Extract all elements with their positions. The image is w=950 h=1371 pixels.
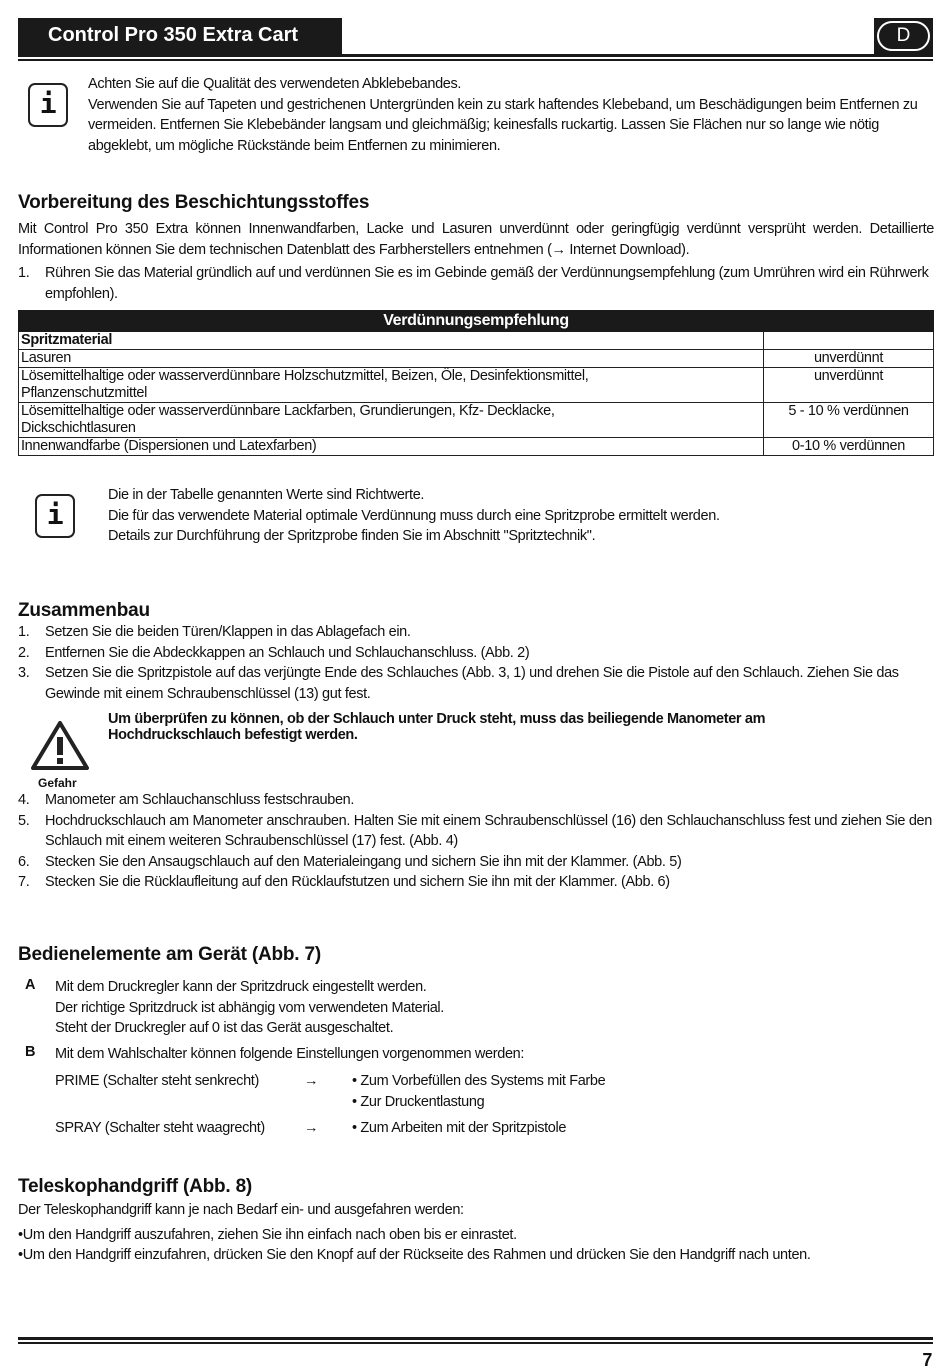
- step-text: Setzen Sie die Spritzpistole auf das verjüngte Ende des Schlauches (Abb. 3, 1) und drehen Sie die Pistole auf den Schlauch. Ziehen Sie das Gewinde mit einem Schraubenschlüssel (13) gut fest.: [45, 665, 899, 702]
- section-heading: Zusammenbau: [18, 600, 150, 621]
- footer-rule: [18, 1337, 933, 1340]
- section-heading: Vorbereitung des Beschichtungsstoffes: [18, 192, 370, 213]
- control-a-description: [55, 977, 444, 1039]
- list-item: [18, 811, 934, 852]
- section-heading: Teleskophandgriff (Abb. 8): [18, 1176, 253, 1197]
- list-item: [18, 790, 934, 811]
- control-label-b: B: [25, 1044, 36, 1060]
- info-icon: i: [28, 83, 68, 127]
- assembly-steps-continued: [18, 790, 934, 893]
- section-preparation: [18, 192, 934, 304]
- value-cell: 5 - 10 % verdünnen: [764, 403, 934, 438]
- document-title: Control Pro 350 Extra Cart: [18, 18, 342, 54]
- prime-items: [352, 1071, 605, 1112]
- step-text: Stecken Sie die Rücklaufleitung auf den Rücklaufstutzen und sichern Sie ihn mit der Klammer. (Abb. 6): [45, 874, 670, 890]
- step-text: Entfernen Sie die Abdeckkappen an Schlauch und Schlauchanschluss. (Abb. 2): [45, 644, 530, 661]
- bullet-text: Um den Handgriff einzufahren, drücken Sie den Knopf auf der Rückseite des Rahmen und drücken Sie den Handgriff nach unten.: [22, 1247, 811, 1263]
- bullet-text: Zum Arbeiten mit der Spritzpistole: [360, 1120, 567, 1136]
- prime-setting: PRIME (Schalter steht senkrecht): [55, 1073, 259, 1089]
- section-telescope: [18, 1176, 934, 1266]
- info-text: Details zur Durchführung der Spritzprobe finden Sie im Abschnitt "Spritztechnik".: [108, 528, 596, 544]
- empty-cell: [764, 332, 934, 350]
- page-number: 7: [922, 1350, 932, 1370]
- dilution-table: [18, 310, 934, 456]
- language-badge: [874, 18, 933, 54]
- danger-warning-icon: [30, 720, 90, 790]
- step-text: Manometer am Schlauchanschluss festschrauben.: [45, 792, 355, 808]
- language-label: D: [877, 21, 930, 51]
- arrow-icon: →: [304, 1120, 319, 1136]
- step-number: 3.: [18, 665, 30, 681]
- arrow-icon: →: [304, 1073, 319, 1089]
- material-cell: Lasuren: [19, 350, 764, 368]
- info-note-1: [88, 74, 934, 156]
- header-rule-thin: [18, 59, 933, 61]
- step-number: 2.: [18, 644, 30, 661]
- control-b-description: Mit dem Wahlschalter können folgende Einstellungen vorgenommen werden:: [55, 1046, 525, 1062]
- warning-text: Um überprüfen zu können, ob der Schlauch unter Druck steht, muss das beiliegende Manometer am Hochdruckschlauch befestigt werden.: [108, 711, 766, 743]
- info-text: Achten Sie auf die Qualität des verwendeten Abklebebandes.: [88, 76, 462, 92]
- bullet-item: •Um den Handgriff einzufahren, drücken Sie den Knopf auf der Rückseite des Rahmen und drücken Sie den Handgriff nach unten.: [18, 1247, 811, 1263]
- list-item: [18, 663, 934, 704]
- material-cell: Lösemittelhaltige oder wasserverdünnbare Lackfarben, Grundierungen, Kfz- Decklacke, Dickschichtlasuren: [19, 403, 764, 438]
- step-text: Hochdruckschlauch am Manometer anschrauben. Halten Sie mit einem Schraubenschlüssel (16) den Schlauchanschluss fest und ziehen Sie den Schlauch mit einem weiteren Schraubenschlüssel (17) fest. (Abb. 4): [45, 812, 932, 849]
- list-item: [18, 622, 934, 643]
- step-text: Rühren Sie das Material gründlich auf und verdünnen Sie es im Gebinde gemäß der Verdünnungsempfehlung (zum Umrühren wird ein Rührwerk empfohlen).: [45, 265, 929, 302]
- step-text: Stecken Sie den Ansaugschlauch auf den Materialeingang und sichern Sie ihn mit der Klammer. (Abb. 5): [45, 853, 682, 870]
- table-row: [19, 350, 934, 368]
- section-assembly: [18, 600, 934, 704]
- footer-rule-thin: [18, 1342, 933, 1344]
- paragraph: Mit Control Pro 350 Extra können Innenwandfarben, Lacke und Lasuren unverdünnt oder geringfügig verdünnt versprüht werden. Detaillierte Informationen können Sie dem technischen Datenblatt des Farbherstellers entnehmen (→ Internet Download).: [18, 221, 934, 258]
- bullet-item: •Um den Handgriff auszufahren, ziehen Sie ihn einfach nach oben bis er einrastet.: [18, 1226, 517, 1243]
- info-note-2: [108, 485, 934, 547]
- text-line: Steht der Druckregler auf 0 ist das Gerät ausgeschaltet.: [55, 1020, 394, 1036]
- control-label-a: A: [25, 977, 36, 993]
- bullet-text: Zur Druckentlastung: [360, 1093, 485, 1110]
- bullet-text: Zum Vorbefüllen des Systems mit Farbe: [360, 1073, 606, 1089]
- material-cell: Lösemittelhaltige oder wasserverdünnbare Holzschutzmittel, Beizen, Öle, Desinfektionsmittel, Pflanzenschutzmittel: [19, 368, 764, 403]
- table-row: [19, 368, 934, 403]
- step-number: 1.: [18, 624, 30, 640]
- table-row: [19, 438, 934, 456]
- info-text: Die in der Tabelle genannten Werte sind Richtwerte.: [108, 487, 425, 503]
- bullet-item: • Zum Vorbefüllen des Systems mit Farbe: [352, 1073, 606, 1089]
- value-cell: unverdünnt: [764, 368, 934, 403]
- material-cell: Innenwandfarbe (Dispersionen und Latexfarben): [19, 438, 764, 456]
- paragraph: Der Teleskophandgriff kann je nach Bedarf ein- und ausgefahren werden:: [18, 1202, 464, 1218]
- list-item: [18, 263, 934, 304]
- warning-label: Gefahr: [38, 776, 77, 790]
- list-item: [18, 872, 934, 893]
- list-item: [18, 852, 934, 873]
- step-number: 6.: [18, 853, 30, 870]
- bullet-item: • Zum Arbeiten mit der Spritzpistole: [352, 1120, 567, 1136]
- step-text: Setzen Sie die beiden Türen/Klappen in das Ablagefach ein.: [45, 624, 411, 640]
- text-line: Mit dem Druckregler kann der Spritzdruck eingestellt werden.: [55, 979, 427, 995]
- step-number: 5.: [18, 812, 30, 829]
- table-title: Verdünnungsempfehlung: [19, 311, 934, 332]
- section-heading: Bedienelemente am Gerät (Abb. 7): [18, 944, 321, 965]
- text-line: Der richtige Spritzdruck ist abhängig vom verwendeten Material.: [55, 999, 444, 1016]
- table-row: [19, 403, 934, 438]
- column-header: Spritzmaterial: [19, 332, 764, 350]
- header-rule: [18, 54, 933, 57]
- spray-setting: SPRAY (Schalter steht waagrecht): [55, 1120, 265, 1136]
- step-number: 1.: [18, 265, 30, 281]
- step-number: 4.: [18, 792, 30, 808]
- value-cell: 0-10 % verdünnen: [764, 438, 934, 456]
- bullet-text: Um den Handgriff auszufahren, ziehen Sie ihn einfach nach oben bis er einrastet.: [22, 1226, 517, 1243]
- bullet-item: • Zur Druckentlastung: [352, 1093, 485, 1110]
- step-number: 7.: [18, 874, 30, 890]
- info-text: Die für das verwendete Material optimale Verdünnung muss durch eine Spritzprobe ermittelt werden.: [108, 507, 720, 524]
- info-icon: i: [35, 494, 75, 538]
- list-item: [18, 643, 934, 664]
- info-text: Verwenden Sie auf Tapeten und gestrichenen Untergründen kein zu stark haftendes Klebeband, um Beschädigungen beim Entfernen zu vermeiden. Entfernen Sie Klebebänder langsam und gleichmäßig; keinesfalls ruckartig. Lassen Sie Flächen nur so lange wie nötig abgeklebt, um mögliche Rückstände beim Entfernen zu minimieren.: [88, 96, 918, 154]
- value-cell: unverdünnt: [764, 350, 934, 368]
